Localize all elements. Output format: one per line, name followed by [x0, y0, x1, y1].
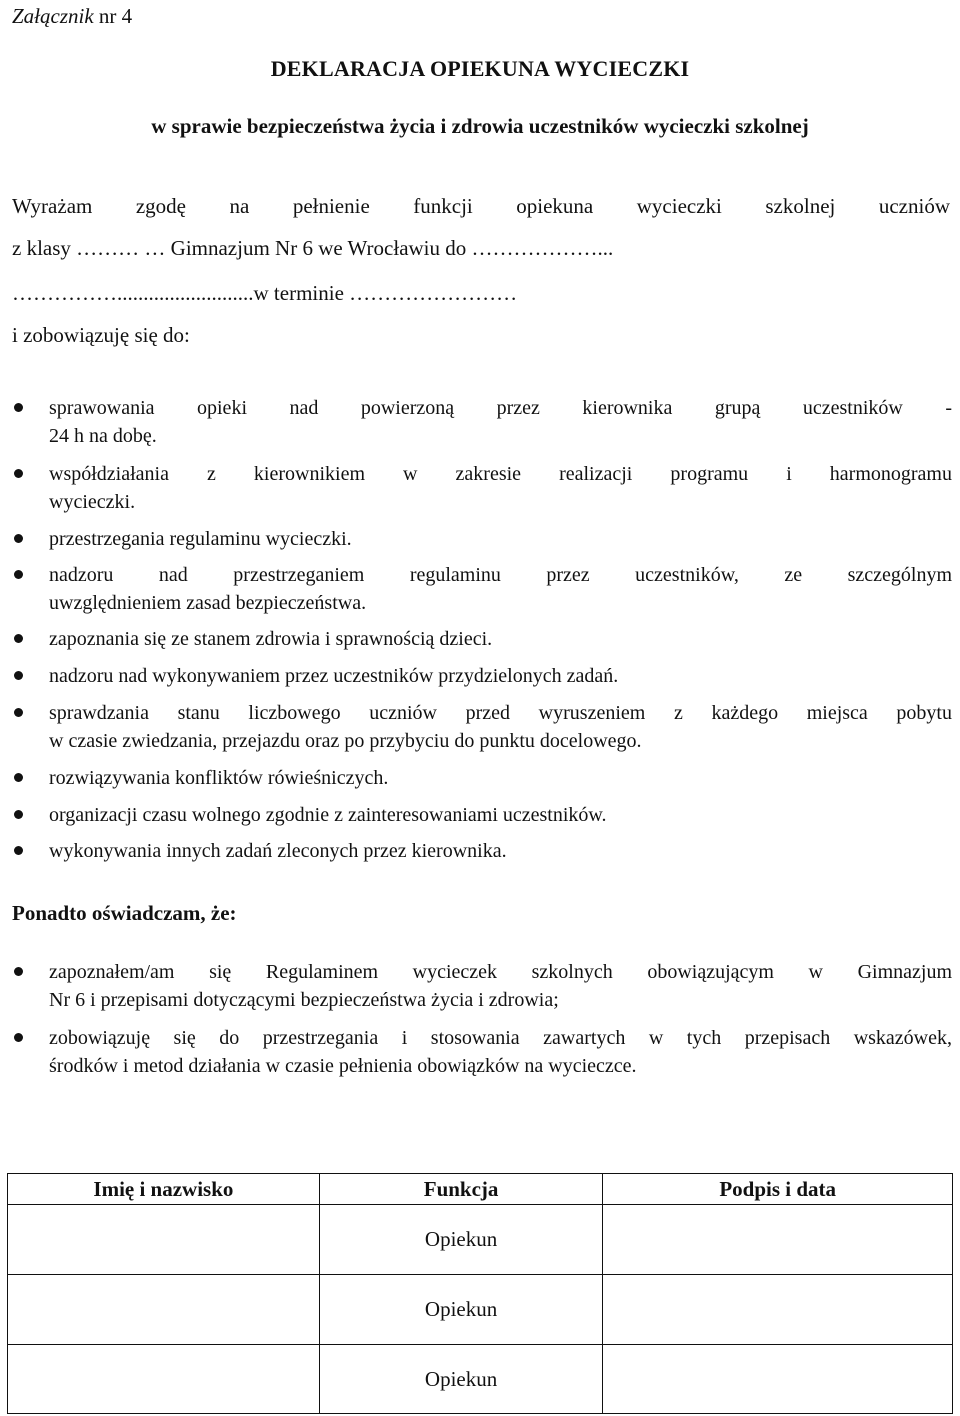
- bullet-icon: [14, 671, 23, 680]
- bullet-icon: [14, 534, 23, 543]
- header-function: Funkcja: [319, 1174, 603, 1205]
- cell-signature[interactable]: [603, 1205, 953, 1275]
- list-item-line-1: sprawdzania stanu liczbowego uczniów przed wyruszeniem z każdego miejsca pobytu: [49, 702, 952, 724]
- list-item-text: [49, 561, 952, 617]
- duty-list-item: [12, 460, 952, 516]
- list-item-text: [49, 801, 952, 829]
- cell-name[interactable]: [8, 1345, 320, 1414]
- table-row: [8, 1345, 953, 1414]
- list-item-line-2: wycieczki.: [49, 491, 136, 513]
- duty-list-item: [12, 801, 952, 829]
- bullet-icon: [14, 708, 23, 717]
- annex-label-number: nr 4: [93, 4, 133, 28]
- bullet-icon: [14, 773, 23, 782]
- declaration-heading: Ponadto oświadczam, że:: [12, 901, 237, 925]
- list-item-text: [49, 525, 952, 553]
- cell-function: Opiekun: [319, 1275, 603, 1345]
- table-row: [8, 1205, 953, 1275]
- intro-line-2: z klasy ……… … Gimnazjum Nr 6 we Wrocławiu do ………………...: [12, 236, 614, 260]
- list-item-text: [49, 699, 952, 755]
- list-item-text: [49, 460, 952, 516]
- annex-label: [12, 4, 132, 29]
- list-item-text: [49, 958, 952, 1014]
- bullet-icon: [14, 469, 23, 478]
- cell-signature[interactable]: [603, 1275, 953, 1345]
- list-item-text: [49, 1024, 952, 1080]
- duty-list-item: [12, 764, 952, 792]
- annex-label-italic: Załącznik: [12, 4, 94, 28]
- list-item-line-2: środków i metod działania w czasie pełnienia obowiązków na wycieczce.: [49, 1055, 637, 1077]
- list-item-line-1: rozwiązywania konfliktów rówieśniczych.: [49, 767, 389, 789]
- intro-line-1: Wyrażam zgodę na pełnienie funkcji opiekuna wycieczki szkolnej uczniów: [12, 194, 950, 218]
- list-item-line-1: sprawowania opieki nad powierzoną przez kierownika grupą uczestników -: [49, 397, 952, 419]
- document-title: DEKLARACJA OPIEKUNA WYCIECZKI: [270, 56, 690, 81]
- cell-function: Opiekun: [319, 1205, 603, 1275]
- bullet-icon: [14, 810, 23, 819]
- duty-list-item: [12, 561, 952, 617]
- list-item-line-2: Nr 6 i przepisami dotyczącymi bezpieczeństwa życia i zdrowia;: [49, 989, 559, 1011]
- signature-table: [7, 1173, 953, 1414]
- cell-function: Opiekun: [319, 1345, 603, 1414]
- document-subtitle: w sprawie bezpieczeństwa życia i zdrowia uczestników wycieczki szkolnej: [151, 114, 809, 138]
- list-item-line-1: nadzoru nad przestrzeganiem regulaminu przez uczestników, ze szczególnym: [49, 564, 952, 586]
- list-item-line-1: organizacji czasu wolnego zgodnie z zainteresowaniami uczestników.: [49, 804, 607, 826]
- bullet-icon: [14, 570, 23, 579]
- declaration-list-item: [12, 958, 952, 1014]
- list-item-line-1: przestrzegania regulaminu wycieczki.: [49, 528, 352, 550]
- bullet-icon: [14, 1033, 23, 1042]
- list-item-line-2: 24 h na dobę.: [49, 425, 157, 447]
- list-item-text: [49, 394, 952, 450]
- list-item-text: [49, 625, 952, 653]
- cell-name[interactable]: [8, 1275, 320, 1345]
- duty-list-item: [12, 837, 952, 865]
- header-signature: Podpis i data: [603, 1174, 953, 1205]
- header-name: Imię i nazwisko: [8, 1174, 320, 1205]
- bullet-icon: [14, 403, 23, 412]
- list-item-line-2: w czasie zwiedzania, przejazdu oraz po przybyciu do punktu docelowego.: [49, 730, 642, 752]
- declaration-list-item: [12, 1024, 952, 1080]
- signature-table-header: [8, 1174, 953, 1205]
- duty-list-item: [12, 394, 952, 450]
- list-item-line-1: zapoznałem/am się Regulaminem wycieczek szkolnych obowiązującym w Gimnazjum: [49, 961, 952, 983]
- list-item-text: [49, 764, 952, 792]
- table-row: [8, 1275, 953, 1345]
- list-item-line-1: wykonywania innych zadań zleconych przez kierownika.: [49, 840, 507, 862]
- list-item-text: [49, 662, 952, 690]
- duty-list-item: [12, 625, 952, 653]
- intro-line-3: ……………..........................w terminie ……………………: [12, 281, 518, 305]
- bullet-icon: [14, 967, 23, 976]
- duty-list-item: [12, 525, 952, 553]
- list-item-text: [49, 837, 952, 865]
- duty-list-item: [12, 699, 952, 755]
- cell-signature[interactable]: [603, 1345, 953, 1414]
- list-item-line-1: nadzoru nad wykonywaniem przez uczestników przydzielonych zadań.: [49, 665, 619, 687]
- bullet-icon: [14, 634, 23, 643]
- list-item-line-2: uwzględnieniem zasad bezpieczeństwa.: [49, 592, 367, 614]
- duty-list-item: [12, 662, 952, 690]
- bullet-icon: [14, 846, 23, 855]
- list-item-line-1: zapoznania się ze stanem zdrowia i sprawnością dzieci.: [49, 628, 493, 650]
- list-item-line-1: współdziałania z kierownikiem w zakresie realizacji programu i harmonogramu: [49, 463, 952, 485]
- list-item-line-1: zobowiązuję się do przestrzegania i stosowania zawartych w tych przepisach wskazówek,: [49, 1027, 952, 1049]
- intro-line-4: i zobowiązuję się do:: [12, 323, 190, 347]
- cell-name[interactable]: [8, 1205, 320, 1275]
